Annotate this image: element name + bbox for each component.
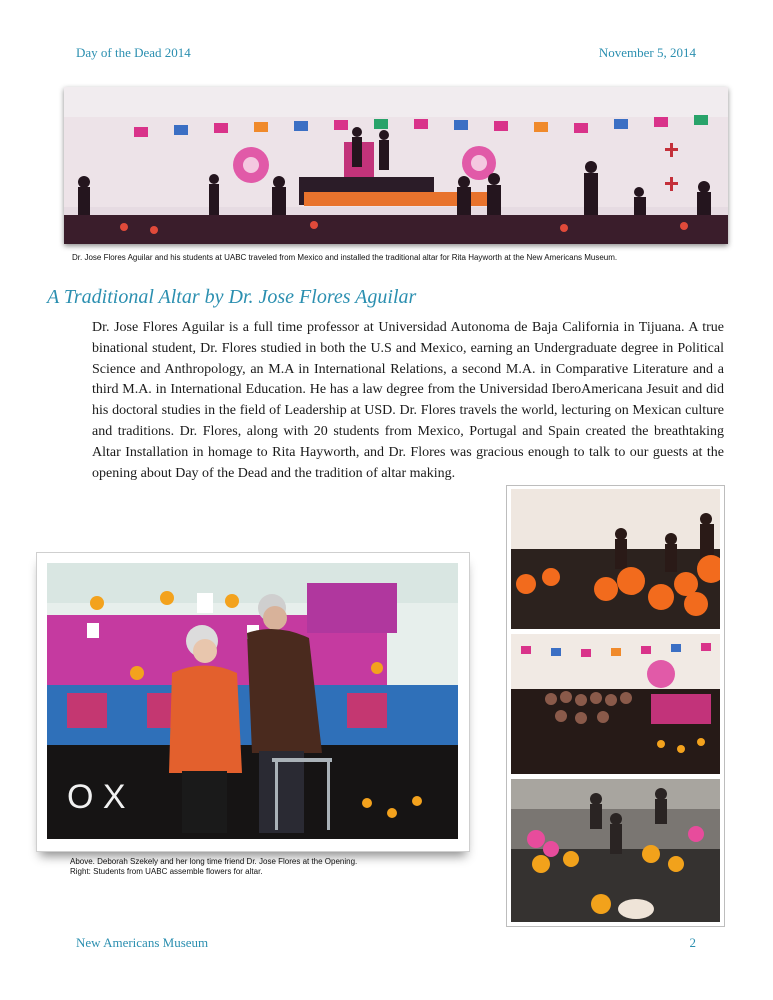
header-section-title: Day of the Dead 2014	[76, 45, 191, 60]
students-group-photo	[511, 634, 720, 774]
opening-photo-frame	[36, 552, 470, 852]
caption-line-above: Above. Deborah Szekely and her long time friend Dr. Jose Flores at the Opening.	[70, 857, 358, 866]
top-photo-caption: Dr. Jose Flores Aguilar and his students at UABC traveled from Mexico and installed the traditional altar for Rita Hayworth at the New Americans Museum.	[72, 253, 618, 262]
svg-text:O X: O X	[67, 778, 126, 816]
article-body: Dr. Jose Flores Aguilar is a full time professor at Universidad Autonoma de Baja California in Tijuana. A true binational student, Dr. Flores studied in both the U.S and Mexico, earning an Undergraduate degree in Political Science and Anthropology, an M.A in International Relations, a second M.A. in Comparative Literature and a third M.A. in International Education. He has a law degree from the Universidad IberoAmericana Jesuit and did his doctoral studies in the field of Leadership at USD. Dr. Flores travels the world, lecturing on Mexican culture and traditions. Dr. Flores, along with 20 students from Mexico, Portugal and Spain created the breathtaking Altar Installation in homage to Rita Hayworth, and Dr. Flores was gracious enough to talk to our guests at the opening about Day of the Dead and the tradition of altar making.	[92, 320, 724, 481]
footer-museum-name: New Americans Museum	[76, 935, 209, 950]
students-assembling-flowers-photo	[511, 779, 720, 922]
altar-installation-photo	[64, 87, 728, 244]
altar-installation-illustration	[64, 87, 728, 244]
bottom-photos-caption	[70, 857, 430, 877]
page-number: 2	[689, 935, 696, 950]
flowers-photo	[511, 489, 720, 629]
caption-line-right: Right: Students from UABC assemble flowers for altar.	[70, 867, 263, 876]
students-photo-stack	[506, 485, 725, 927]
opening-photo	[47, 563, 458, 839]
article-title: A Traditional Altar by Dr. Jose Flores Aguilar	[47, 286, 417, 308]
opening-photo-illustration	[47, 563, 458, 839]
header-date: November 5, 2014	[598, 45, 696, 60]
